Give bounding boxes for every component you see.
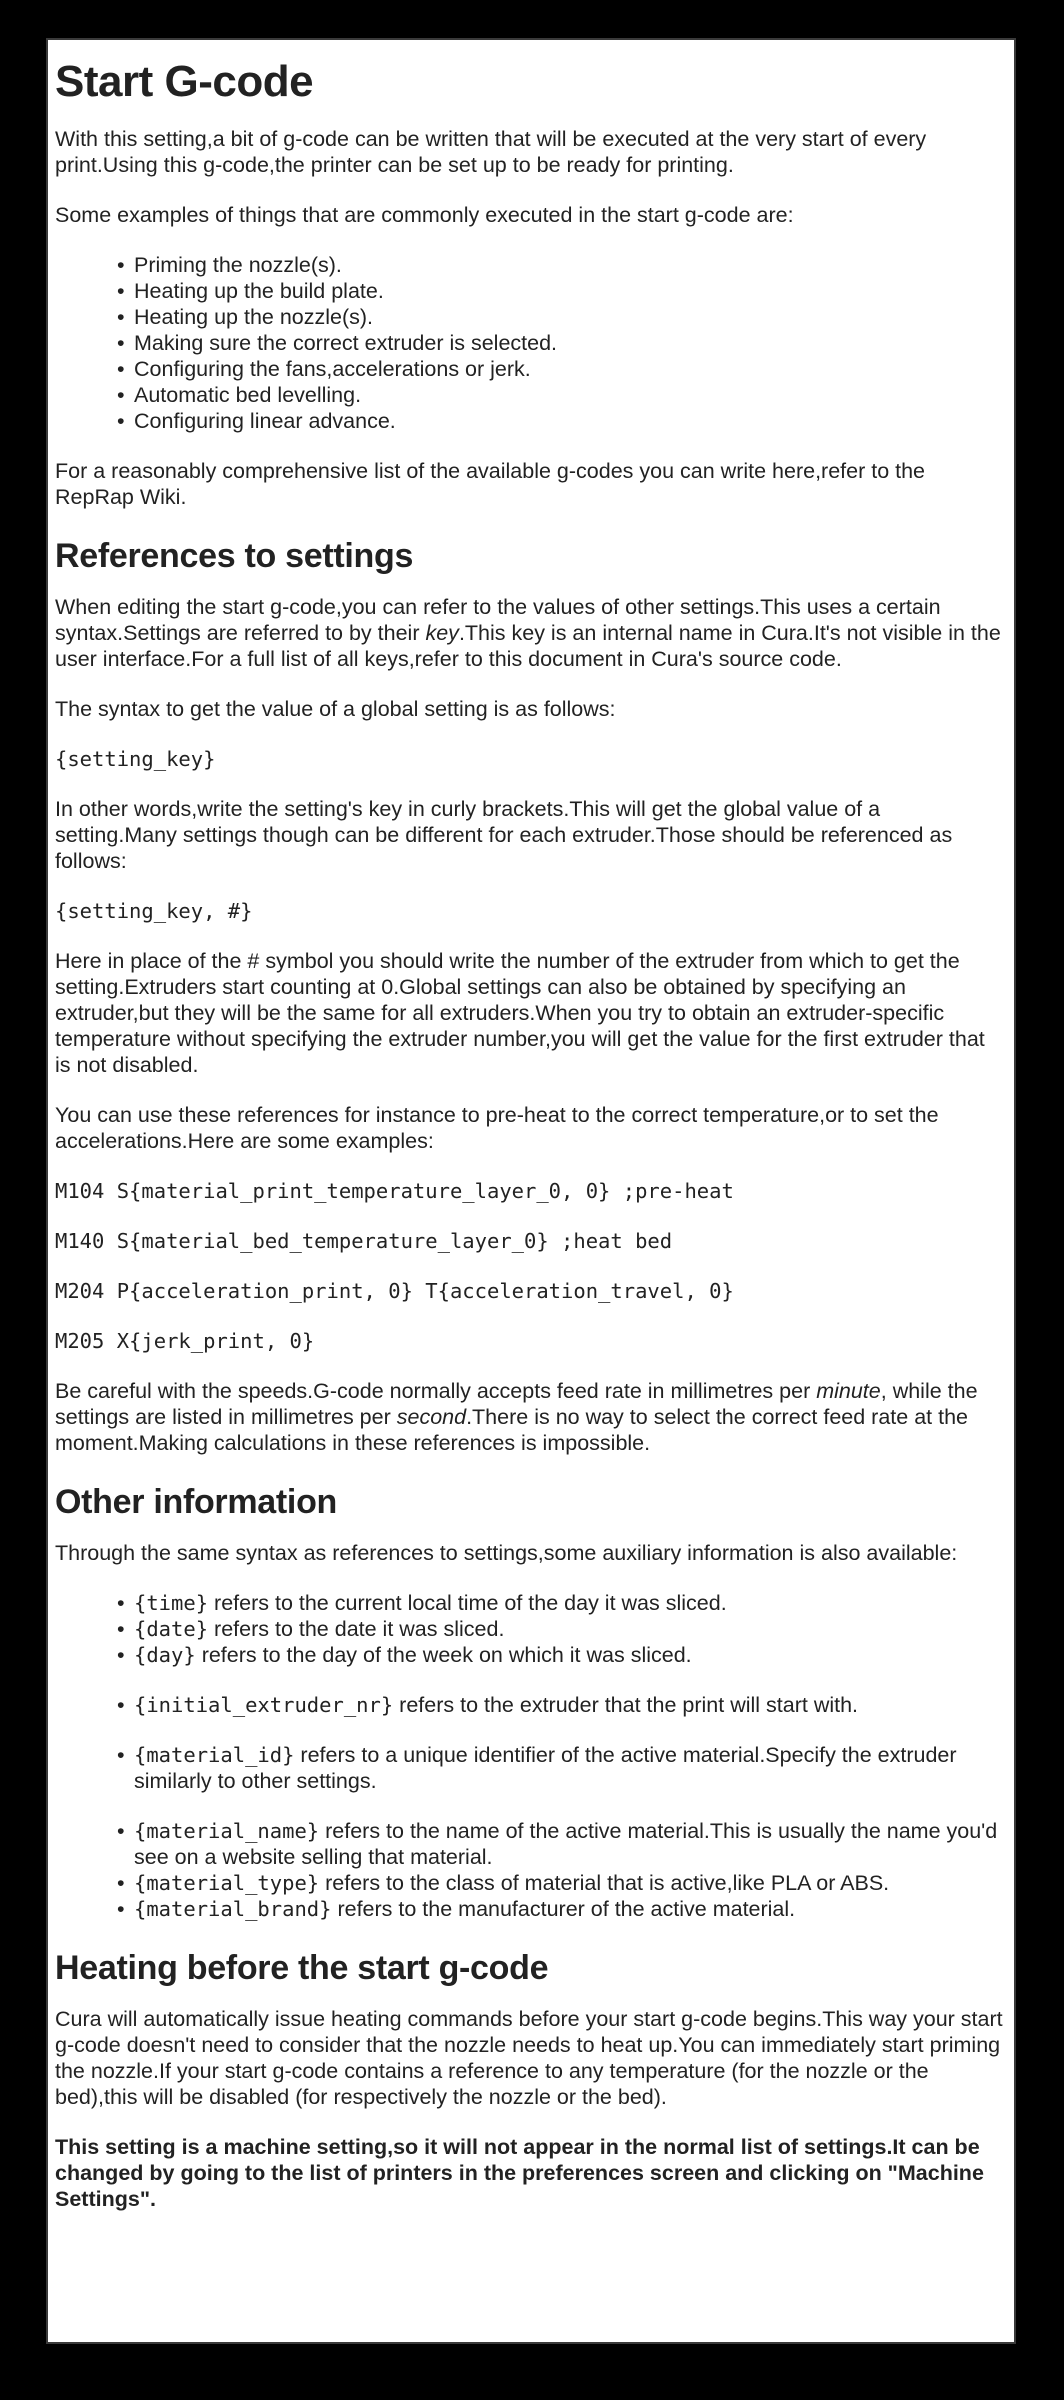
references-p1 xyxy=(55,594,1006,672)
text: When editing the start g-code,you can refer to the values of other settings.This uses a certain syntax.Settings are referred to by their xyxy=(55,595,941,645)
text: Be careful with the speeds.G-code normally accepts feed rate in millimetres per xyxy=(55,1379,817,1403)
references-p6 xyxy=(55,1378,1006,1456)
code-token: {material_id} xyxy=(134,1743,295,1767)
code-token: {material_type} xyxy=(134,1871,320,1895)
references-p4: Here in place of the # symbol you should write the number of the extruder from which to get the setting.Extruders start counting at 0.Global settings can also be obtained by specifying an extruder,but they will be the same for all extruders.When you try to obtain an extruder-specific temperature without specifying the extruder number,you will get the value for the first extruder that is not disabled. xyxy=(55,949,985,1077)
other-intro: Through the same syntax as references to settings,some auxiliary information is also available: xyxy=(55,1541,958,1565)
code-example: M104 S{material_print_temperature_layer_0, 0} ;pre-heat xyxy=(55,1179,734,1203)
heating-paragraph: Cura will automatically issue heating commands before your start g-code begins.This way your start g-code doesn't need to consider that the nozzle needs to heat up.You can immediately start priming the nozzle.If your start g-code contains a reference to any temperature (for the nozzle or the bed),this will be disabled (for respectively the nozzle or the bed). xyxy=(55,2007,1003,2109)
list-item: • Automatic bed levelling. xyxy=(134,382,1006,408)
text: refers to the manufacturer of the active material. xyxy=(331,1897,796,1921)
key-emphasis: key xyxy=(425,621,459,645)
code-token: {day} xyxy=(134,1643,196,1667)
text: , while the settings are listed in millimetres per xyxy=(55,1379,978,1429)
references-p5: You can use these references for instance to pre-heat to the correct temperature,or to set the accelerations.Here are some examples: xyxy=(55,1103,939,1153)
text: .There is no way to select the correct feed rate at the moment.Making calculations in these references is impossible. xyxy=(55,1405,969,1455)
examples-list xyxy=(55,252,1006,434)
text: refers to the name of the active material.This is usually the name you'd see on a website selling that material. xyxy=(134,1819,998,1869)
text: .This key is an internal name in Cura.It's not visible in the user interface.For a full list of all keys,refer to this document in Cura's source code. xyxy=(55,621,1001,671)
code-global-setting: {setting_key} xyxy=(55,747,216,771)
heating-heading: Heating before the start g-code xyxy=(55,1949,549,1987)
text: refers to the class of material that is active,like PLA or ABS. xyxy=(319,1871,890,1895)
list-item xyxy=(134,1896,1006,1922)
code-example: M204 P{acceleration_print, 0} T{acceleration_travel, 0} xyxy=(55,1279,734,1303)
code-token: {material_name} xyxy=(134,1819,320,1843)
machine-setting-note: This setting is a machine setting,so it will not appear in the normal list of settings.It can be changed by going to the list of printers in the preferences screen and clicking on "Machine Settings". xyxy=(55,2135,984,2211)
second-emphasis: second xyxy=(396,1405,467,1429)
list-item: • Heating up the build plate. xyxy=(134,278,1006,304)
list-item: • Heating up the nozzle(s). xyxy=(134,304,1006,330)
references-p3: In other words,write the setting's key in curly brackets.This will get the global value of a setting.Many settings though can be different for each extruder.Those should be referenced as follows: xyxy=(55,797,953,873)
reprap-paragraph: For a reasonably comprehensive list of the available g-codes you can write here,refer to the RepRap Wiki. xyxy=(55,459,926,509)
list-item: • Making sure the correct extruder is selected. xyxy=(134,330,1006,356)
other-heading: Other information xyxy=(55,1483,338,1521)
list-item xyxy=(134,1692,1006,1718)
references-p2: The syntax to get the value of a global setting is as follows: xyxy=(55,697,616,721)
code-extruder-setting: {setting_key, #} xyxy=(55,899,253,923)
minute-emphasis: minute xyxy=(816,1379,881,1403)
auxiliary-list xyxy=(55,1590,1006,1922)
code-token: {material_brand} xyxy=(134,1897,332,1921)
code-example: M140 S{material_bed_temperature_layer_0} ;heat bed xyxy=(55,1229,673,1253)
text: refers to a unique identifier of the active material.Specify the extruder similarly to other settings. xyxy=(134,1743,957,1793)
list-item xyxy=(134,1642,1006,1668)
page-title: Start G-code xyxy=(55,57,314,106)
help-document xyxy=(46,38,1016,2344)
list-item xyxy=(134,1616,1006,1642)
list-item: • Priming the nozzle(s). xyxy=(134,252,1006,278)
list-item: • Configuring linear advance. xyxy=(134,408,1006,434)
examples-intro: Some examples of things that are commonly executed in the start g-code are: xyxy=(55,203,794,227)
code-token: {date} xyxy=(134,1617,209,1641)
text: refers to the extruder that the print will start with. xyxy=(393,1693,859,1717)
list-item xyxy=(134,1742,1006,1794)
code-example: M205 X{jerk_print, 0} xyxy=(55,1329,315,1353)
text: refers to the date it was sliced. xyxy=(208,1617,505,1641)
references-heading: References to settings xyxy=(55,537,414,575)
text: refers to the current local time of the day it was sliced. xyxy=(208,1591,727,1615)
list-item xyxy=(134,1818,1006,1870)
list-item xyxy=(134,1590,1006,1616)
intro-paragraph: With this setting,a bit of g-code can be written that will be executed at the very start of every print.Using this g-code,the printer can be set up to be ready for printing. xyxy=(55,127,927,177)
list-item: • Configuring the fans,accelerations or jerk. xyxy=(134,356,1006,382)
list-item xyxy=(134,1870,1006,1896)
code-token: {initial_extruder_nr} xyxy=(134,1693,394,1717)
text: refers to the day of the week on which it was sliced. xyxy=(195,1643,692,1667)
code-token: {time} xyxy=(134,1591,209,1615)
